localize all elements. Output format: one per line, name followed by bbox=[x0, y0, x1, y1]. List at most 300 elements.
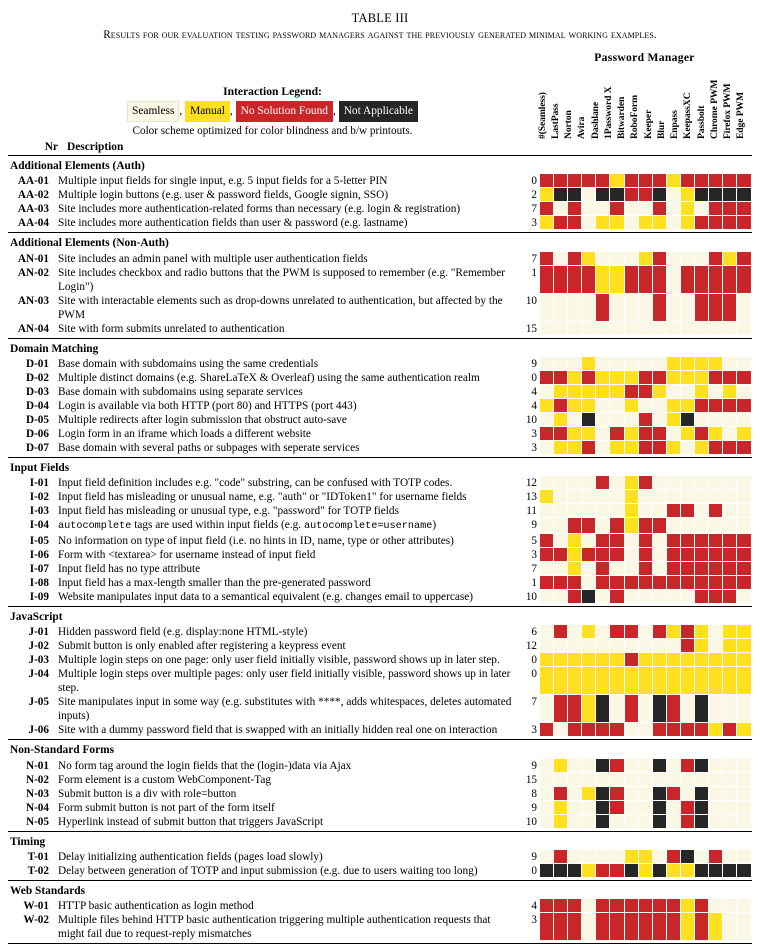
row-description: Submit button is only enabled after registering a keypress event bbox=[58, 640, 346, 653]
result-cell bbox=[540, 266, 554, 294]
result-cell bbox=[681, 399, 695, 413]
legend-chip-no-solution-found: No Solution Found bbox=[236, 101, 333, 122]
row-seamless-count: 7 bbox=[531, 252, 537, 265]
result-cell bbox=[667, 787, 681, 801]
row-seamless-count: 15 bbox=[525, 322, 537, 335]
result-cell bbox=[596, 787, 610, 801]
row-nr: N-01 bbox=[26, 759, 49, 772]
row-seamless-count: 9 bbox=[531, 759, 537, 772]
table-row bbox=[8, 399, 752, 413]
result-cell bbox=[653, 174, 667, 188]
column-label-text: Chrome PWM bbox=[708, 79, 720, 139]
result-cell bbox=[596, 216, 610, 230]
result-cell bbox=[625, 759, 639, 773]
result-cell bbox=[596, 850, 610, 864]
result-cell bbox=[709, 322, 723, 336]
result-cell bbox=[681, 773, 695, 787]
table-row bbox=[8, 723, 752, 737]
result-cell bbox=[709, 667, 723, 695]
result-cell bbox=[582, 562, 596, 576]
result-cell bbox=[540, 850, 554, 864]
result-cell bbox=[610, 476, 624, 490]
result-cell bbox=[568, 427, 582, 441]
result-cell bbox=[709, 548, 723, 562]
result-cell bbox=[737, 413, 751, 427]
result-cell bbox=[610, 667, 624, 695]
result-cell bbox=[639, 490, 653, 504]
row-description: Hidden password field (e.g. display:none HTML-style) bbox=[58, 626, 308, 639]
row-description: Input field has a max-length smaller than the pre-generated password bbox=[58, 577, 371, 589]
result-cell bbox=[582, 504, 596, 518]
result-cell bbox=[596, 385, 610, 399]
result-cell bbox=[639, 639, 653, 653]
result-cell bbox=[723, 322, 737, 336]
column-label-text: Passbolt bbox=[695, 105, 707, 139]
result-cell bbox=[554, 534, 568, 548]
result-cell bbox=[653, 252, 667, 266]
result-cell bbox=[582, 913, 596, 941]
result-cell bbox=[709, 413, 723, 427]
row-nr: D-07 bbox=[26, 441, 49, 454]
table-row bbox=[8, 476, 752, 490]
group-title: Domain Matching bbox=[10, 342, 99, 355]
legend-chip-seamless: Seamless bbox=[127, 101, 179, 122]
result-cell bbox=[568, 787, 582, 801]
row-seamless-count: 6 bbox=[531, 626, 537, 639]
row-nr: J-06 bbox=[28, 724, 49, 737]
result-cell bbox=[667, 590, 681, 604]
result-cell bbox=[540, 695, 554, 723]
result-cell bbox=[610, 815, 624, 829]
row-description: Site includes an admin panel with multiple user authentication fields bbox=[58, 252, 368, 265]
row-nr: J-01 bbox=[28, 626, 49, 639]
row-nr: I-05 bbox=[29, 535, 49, 547]
result-cell bbox=[737, 576, 751, 590]
row-seamless-count: 9 bbox=[531, 850, 537, 863]
table-row bbox=[8, 653, 752, 667]
result-cell bbox=[653, 625, 667, 639]
result-cell bbox=[681, 548, 695, 562]
row-result-cells bbox=[540, 548, 752, 562]
result-cell bbox=[681, 371, 695, 385]
row-description: Input field has misleading or unusual type, e.g. "password" for TOTP fields bbox=[58, 505, 399, 517]
result-cell bbox=[667, 202, 681, 216]
table-row bbox=[8, 188, 752, 202]
result-cell bbox=[653, 518, 667, 534]
result-cell bbox=[568, 294, 582, 322]
result-cell bbox=[540, 216, 554, 230]
result-cell bbox=[582, 188, 596, 202]
result-cell bbox=[653, 850, 667, 864]
row-result-cells bbox=[540, 590, 752, 604]
row-seamless-count: 3 bbox=[531, 217, 537, 230]
result-cell bbox=[695, 174, 709, 188]
result-cell bbox=[723, 216, 737, 230]
result-cell bbox=[554, 371, 568, 385]
result-cell bbox=[568, 576, 582, 590]
result-cell bbox=[723, 787, 737, 801]
result-cell bbox=[554, 413, 568, 427]
result-cell bbox=[625, 441, 639, 455]
result-cell bbox=[610, 850, 624, 864]
result-cell bbox=[554, 357, 568, 371]
result-cell bbox=[554, 723, 568, 737]
result-cell bbox=[709, 385, 723, 399]
result-cell bbox=[695, 252, 709, 266]
result-cell bbox=[639, 441, 653, 455]
result-cell bbox=[695, 787, 709, 801]
result-cell bbox=[723, 294, 737, 322]
result-cell bbox=[540, 504, 554, 518]
row-seamless-count: 3 bbox=[531, 427, 537, 440]
result-cell bbox=[596, 913, 610, 941]
result-cell bbox=[610, 266, 624, 294]
result-cell bbox=[667, 576, 681, 590]
row-description: Multiple login buttons (e.g. user & password fields, Google signin, SSO) bbox=[58, 189, 389, 202]
result-cell bbox=[639, 787, 653, 801]
column-header-description: Description bbox=[67, 141, 124, 153]
result-cell bbox=[723, 653, 737, 667]
result-cell bbox=[653, 562, 667, 576]
table-row bbox=[8, 773, 752, 787]
result-cell bbox=[610, 653, 624, 667]
result-cell bbox=[695, 294, 709, 322]
row-description: No information on type of input field (i.e. no hints in ID, name, type or other attributes) bbox=[58, 535, 454, 547]
result-cell bbox=[681, 216, 695, 230]
result-cell bbox=[639, 653, 653, 667]
result-cell bbox=[596, 548, 610, 562]
result-cell bbox=[667, 562, 681, 576]
row-nr: AN-04 bbox=[17, 322, 49, 335]
table-caption bbox=[8, 0, 752, 42]
result-cell bbox=[625, 850, 639, 864]
row-result-cells bbox=[540, 188, 752, 202]
row-description: autocomplete tags are used within input fields (e.g. autocomplete=username) bbox=[58, 519, 437, 532]
row-seamless-count: 0 bbox=[531, 654, 537, 667]
result-cell bbox=[667, 427, 681, 441]
row-result-cells bbox=[540, 913, 752, 941]
result-cell bbox=[554, 427, 568, 441]
result-cell bbox=[582, 695, 596, 723]
row-result-cells bbox=[540, 576, 752, 590]
result-cell bbox=[723, 399, 737, 413]
result-cell bbox=[723, 504, 737, 518]
result-cell bbox=[653, 899, 667, 913]
result-cell bbox=[709, 188, 723, 202]
legend-chip-manual: Manual bbox=[185, 101, 230, 122]
result-cell bbox=[540, 773, 554, 787]
result-cell bbox=[737, 723, 751, 737]
column-label-text: Avira bbox=[576, 116, 588, 139]
result-cell bbox=[737, 188, 751, 202]
result-cell bbox=[625, 899, 639, 913]
table-row bbox=[8, 216, 752, 230]
result-cell bbox=[723, 427, 737, 441]
result-cell bbox=[554, 266, 568, 294]
group-title: Non-Standard Forms bbox=[10, 744, 115, 757]
result-cell bbox=[639, 695, 653, 723]
row-description: Site includes checkbox and radio buttons that the PWM is supposed to remember (e.g. "Remember Login") bbox=[58, 266, 505, 293]
row-description: Input field has no type attribute bbox=[58, 563, 201, 575]
result-cell bbox=[723, 534, 737, 548]
result-cell bbox=[596, 695, 610, 723]
row-result-cells bbox=[540, 476, 752, 490]
result-cell bbox=[554, 850, 568, 864]
result-cell bbox=[540, 815, 554, 829]
row-result-cells bbox=[540, 723, 752, 737]
result-cell bbox=[667, 518, 681, 534]
result-cell bbox=[554, 399, 568, 413]
row-seamless-count: 12 bbox=[525, 477, 537, 489]
row-description: Input field definition includes e.g. "code" substring, can be confused with TOTP codes. bbox=[58, 477, 453, 489]
result-cell bbox=[723, 357, 737, 371]
result-cell bbox=[709, 399, 723, 413]
result-cell bbox=[695, 504, 709, 518]
result-cell bbox=[653, 413, 667, 427]
row-result-cells bbox=[540, 441, 752, 455]
result-cell bbox=[723, 667, 737, 695]
result-cell bbox=[568, 801, 582, 815]
result-cell bbox=[723, 202, 737, 216]
result-cell bbox=[653, 653, 667, 667]
result-cell bbox=[610, 787, 624, 801]
result-cell bbox=[582, 850, 596, 864]
result-cell bbox=[554, 759, 568, 773]
result-cell bbox=[709, 787, 723, 801]
result-cell bbox=[596, 399, 610, 413]
result-cell bbox=[610, 548, 624, 562]
result-cell bbox=[540, 202, 554, 216]
result-cell bbox=[610, 504, 624, 518]
result-cell bbox=[681, 534, 695, 548]
row-nr: AN-02 bbox=[17, 266, 49, 279]
result-cell bbox=[582, 773, 596, 787]
result-cell bbox=[709, 357, 723, 371]
row-description: Website manipulates input data to a semantical equivalent (e.g. changes email to uppercase) bbox=[58, 591, 474, 603]
result-cell bbox=[709, 759, 723, 773]
result-cell bbox=[596, 576, 610, 590]
result-cell bbox=[582, 252, 596, 266]
result-cell bbox=[610, 202, 624, 216]
result-cell bbox=[667, 266, 681, 294]
row-result-cells bbox=[540, 413, 752, 427]
result-cell bbox=[568, 216, 582, 230]
result-cell bbox=[709, 899, 723, 913]
column-label-passbolt bbox=[696, 67, 709, 139]
result-cell bbox=[681, 899, 695, 913]
legend-chip-not-applicable: Not Applicable bbox=[339, 101, 418, 122]
result-cell bbox=[737, 216, 751, 230]
result-cell bbox=[554, 576, 568, 590]
result-cell bbox=[610, 174, 624, 188]
result-cell bbox=[667, 639, 681, 653]
result-cell bbox=[625, 413, 639, 427]
result-cell bbox=[723, 490, 737, 504]
result-cell bbox=[667, 490, 681, 504]
row-seamless-count: 1 bbox=[531, 266, 537, 279]
table-row bbox=[8, 639, 752, 653]
result-cell bbox=[653, 913, 667, 941]
row-description: Delay initializing authentication fields (pages load slowly) bbox=[58, 850, 323, 863]
row-description: Form submit button is not part of the form itself bbox=[58, 801, 275, 814]
row-nr: N-04 bbox=[26, 801, 49, 814]
result-cell bbox=[568, 850, 582, 864]
result-cell bbox=[653, 695, 667, 723]
result-cell bbox=[610, 357, 624, 371]
row-result-cells bbox=[540, 801, 752, 815]
row-result-cells bbox=[540, 202, 752, 216]
result-cell bbox=[639, 202, 653, 216]
result-cell bbox=[737, 590, 751, 604]
column-label-text: KeepassXC bbox=[682, 92, 694, 139]
result-cell bbox=[596, 723, 610, 737]
result-cell bbox=[695, 759, 709, 773]
result-cell bbox=[681, 801, 695, 815]
group-javascript bbox=[8, 607, 752, 737]
result-cell bbox=[582, 399, 596, 413]
result-cell bbox=[695, 490, 709, 504]
row-nr: I-09 bbox=[29, 591, 49, 603]
result-cell bbox=[667, 188, 681, 202]
table-row bbox=[8, 266, 752, 294]
row-result-cells bbox=[540, 534, 752, 548]
table-row bbox=[8, 548, 752, 562]
result-cell bbox=[639, 216, 653, 230]
result-cell bbox=[653, 357, 667, 371]
result-cell bbox=[653, 322, 667, 336]
result-cell bbox=[723, 590, 737, 604]
result-cell bbox=[737, 357, 751, 371]
result-cell bbox=[737, 294, 751, 322]
row-result-cells bbox=[540, 490, 752, 504]
result-cell bbox=[625, 667, 639, 695]
result-cell bbox=[554, 385, 568, 399]
result-cell bbox=[695, 322, 709, 336]
result-cell bbox=[540, 899, 554, 913]
row-description: Site with form submits unrelated to authentication bbox=[58, 322, 285, 335]
result-cell bbox=[639, 294, 653, 322]
result-cell bbox=[653, 188, 667, 202]
result-cell bbox=[568, 371, 582, 385]
result-cell bbox=[695, 625, 709, 639]
result-cell bbox=[568, 174, 582, 188]
result-cell bbox=[709, 371, 723, 385]
table-row bbox=[8, 252, 752, 266]
result-cell bbox=[610, 562, 624, 576]
row-nr: AA-03 bbox=[17, 203, 49, 216]
result-cell bbox=[681, 815, 695, 829]
row-nr: I-04 bbox=[29, 519, 49, 531]
result-cell bbox=[540, 653, 554, 667]
result-cell bbox=[596, 476, 610, 490]
result-cell bbox=[610, 252, 624, 266]
result-cell bbox=[568, 695, 582, 723]
result-cell bbox=[653, 759, 667, 773]
result-cell bbox=[610, 773, 624, 787]
result-cell bbox=[582, 174, 596, 188]
result-cell bbox=[695, 723, 709, 737]
result-cell bbox=[681, 322, 695, 336]
result-cell bbox=[610, 801, 624, 815]
row-seamless-count: 9 bbox=[531, 357, 537, 370]
result-cell bbox=[723, 441, 737, 455]
result-cell bbox=[610, 913, 624, 941]
result-cell bbox=[695, 266, 709, 294]
result-cell bbox=[653, 399, 667, 413]
result-cell bbox=[681, 357, 695, 371]
table-row bbox=[8, 625, 752, 639]
column-label-text: Bitwarden bbox=[616, 96, 628, 139]
result-cell bbox=[610, 639, 624, 653]
result-cell bbox=[667, 476, 681, 490]
row-seamless-count: 11 bbox=[526, 505, 537, 517]
result-cell bbox=[610, 371, 624, 385]
result-cell bbox=[596, 562, 610, 576]
column-caption-row bbox=[8, 141, 752, 155]
result-cell bbox=[681, 518, 695, 534]
result-cell bbox=[709, 913, 723, 941]
row-description: Multiple redirects after login submission that obstruct auto-save bbox=[58, 413, 347, 426]
result-cell bbox=[695, 534, 709, 548]
row-seamless-count: 5 bbox=[531, 535, 537, 547]
row-description: Login form in an iframe which loads a different website bbox=[58, 427, 311, 440]
result-cell bbox=[554, 548, 568, 562]
result-cell bbox=[709, 639, 723, 653]
result-cell bbox=[596, 174, 610, 188]
result-cell bbox=[681, 294, 695, 322]
result-cell bbox=[737, 427, 751, 441]
row-description: Base domain with subdomains using separate services bbox=[58, 385, 303, 398]
table-row bbox=[8, 385, 752, 399]
table-title: Results for our evaluation testing password managers against the previously generated minimal working examples. bbox=[103, 29, 657, 41]
column-label-firefox-pwm bbox=[723, 67, 736, 139]
row-result-cells bbox=[540, 562, 752, 576]
result-cell bbox=[610, 399, 624, 413]
row-seamless-count: 10 bbox=[525, 591, 537, 603]
result-cell bbox=[625, 399, 639, 413]
result-cell bbox=[596, 625, 610, 639]
result-cell bbox=[582, 518, 596, 534]
result-cell bbox=[554, 913, 568, 941]
row-result-cells bbox=[540, 773, 752, 787]
row-description: Submit button is a div with role=button bbox=[58, 787, 237, 800]
table-row bbox=[8, 899, 752, 913]
result-cell bbox=[582, 759, 596, 773]
row-nr: T-02 bbox=[27, 864, 49, 877]
result-cell bbox=[681, 625, 695, 639]
result-cell bbox=[695, 695, 709, 723]
result-cell bbox=[568, 441, 582, 455]
table-row bbox=[8, 576, 752, 590]
result-cell bbox=[737, 385, 751, 399]
result-cell bbox=[667, 534, 681, 548]
column-label-text: 1Password X bbox=[602, 86, 614, 139]
result-cell bbox=[540, 427, 554, 441]
column-label-roboform bbox=[630, 67, 643, 139]
result-cell bbox=[596, 639, 610, 653]
result-cell bbox=[709, 441, 723, 455]
result-cell bbox=[653, 576, 667, 590]
result-cell bbox=[681, 188, 695, 202]
result-cell bbox=[695, 202, 709, 216]
table-row bbox=[8, 913, 752, 941]
result-cell bbox=[625, 653, 639, 667]
result-cell bbox=[554, 188, 568, 202]
result-cell bbox=[596, 252, 610, 266]
result-cell bbox=[709, 625, 723, 639]
result-cell bbox=[723, 899, 737, 913]
row-result-cells bbox=[540, 216, 752, 230]
